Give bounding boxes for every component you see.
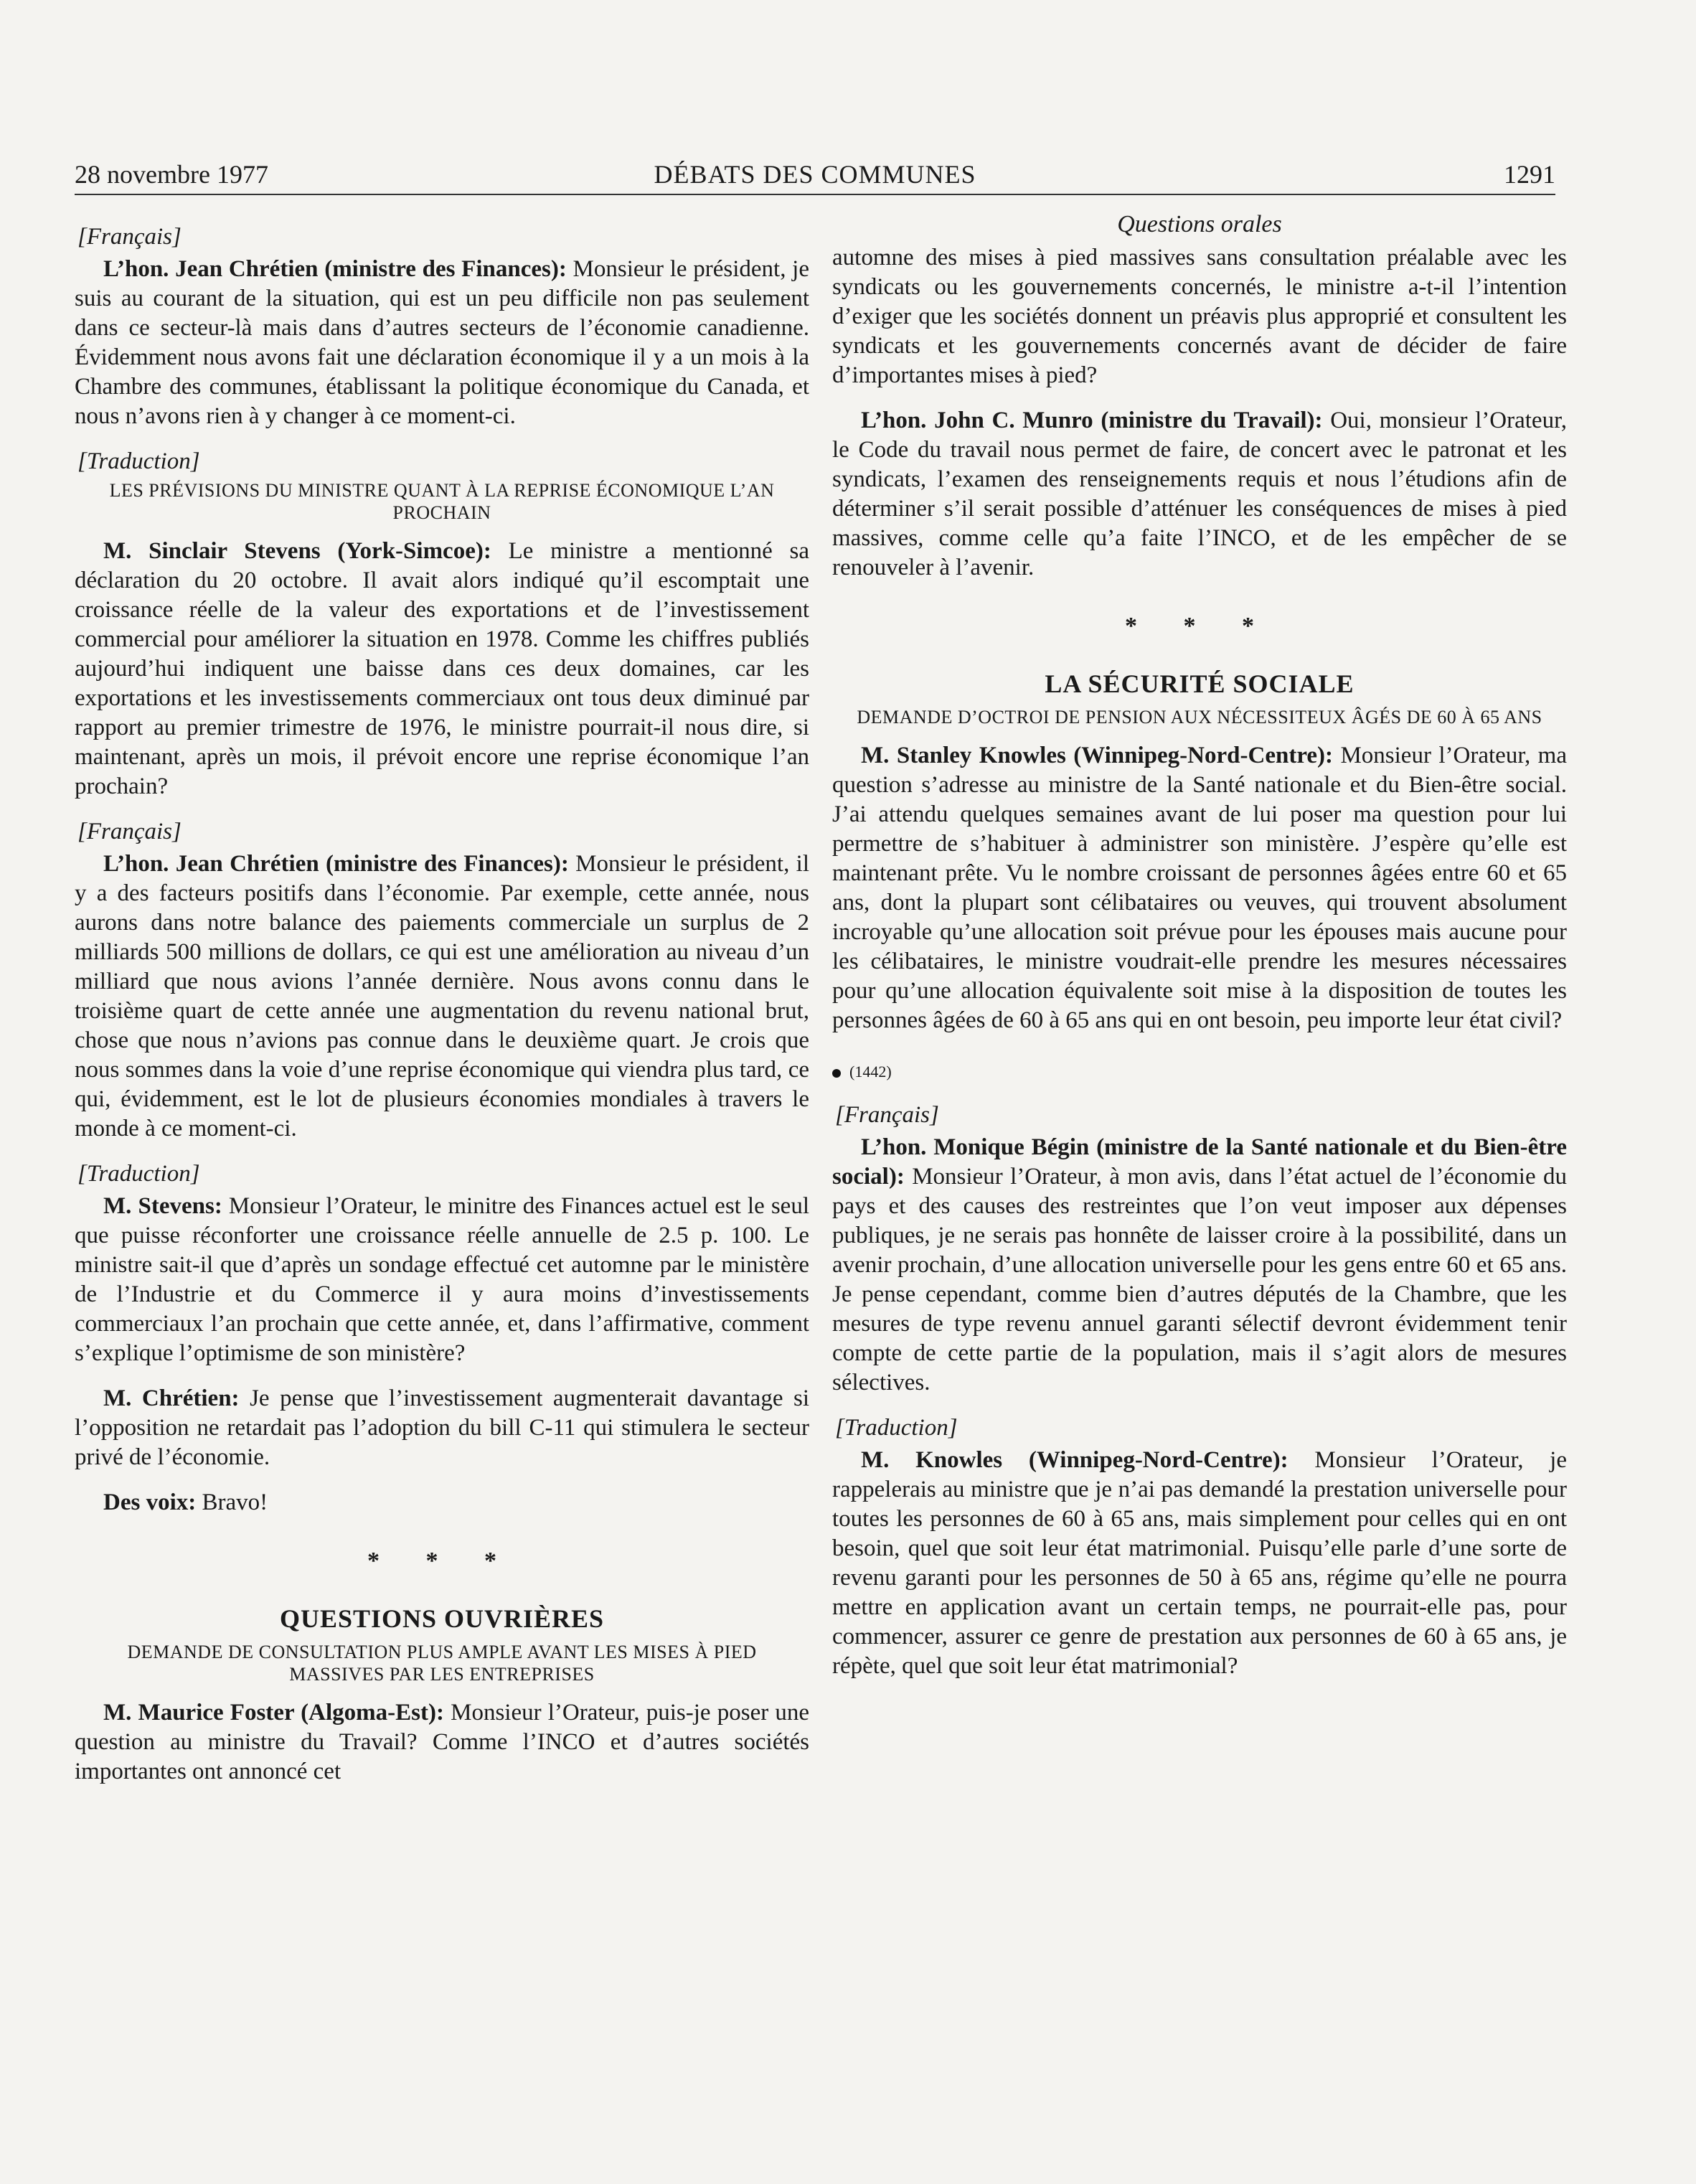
speaker-name: Des voix: — [103, 1489, 197, 1515]
speech-paragraph — [832, 741, 1567, 1035]
speech-paragraph — [75, 849, 809, 1144]
speaker-name: M. Stanley Knowles (Winnipeg-Nord-Centre): — [861, 743, 1333, 768]
time-marker-text: (1442) — [849, 1063, 892, 1081]
left-column — [75, 210, 809, 1802]
language-note: [Français] — [77, 819, 182, 844]
speech-text: Monsieur l’Orateur, puis-je poser une question au ministre du Travail? Comme l’INCO et d’autres sociétés importantes ont annoncé cet — [75, 1700, 810, 1784]
speech-paragraph — [75, 537, 809, 801]
running-head: Questions orales — [1117, 211, 1282, 237]
language-note: [Traduction] — [835, 1415, 958, 1441]
section-separator: * * * — [367, 1548, 517, 1574]
speaker-name: M. Stevens: — [103, 1193, 222, 1219]
speech-paragraph — [75, 1384, 809, 1472]
speech-text: Le ministre a mentionné sa déclaration du 20 octobre. Il avait alors indiqué qu’il escomptait une croissance réelle de la valeur des exportations et de l’investissement commercial pour améliorer la situation en 1978. Comme les chiffres publiés aujourd’hui indiquent une baisse dans ces deux domaines, car les exportations et les investissements commerciaux ont tous deux diminué par rapport au premier trimestre de 1976, le ministre pourrait-il nous dire, si maintenant, après un mois, il prévoit encore une reprise économique l’an prochain? — [75, 538, 809, 799]
speech-paragraph — [832, 406, 1567, 583]
page-number: 1291 — [1504, 160, 1555, 189]
speech-paragraph — [75, 255, 809, 431]
speaker-name: M. Maurice Foster (Algoma-Est): — [103, 1700, 444, 1726]
speech-text: Monsieur l’Orateur, je rappelerais au ministre que je n’ai pas demandé la prestation universelle pour toutes les personnes de 60 à 65 ans, mais simplement pour celles qui en ont besoin, quel que soit leur état matrimonial. Puisqu’elle parle d’une sorte de revenu garanti pour les personnes de 50 à 65 ans, régime qu’elle ne pourra mettre en application avant un certain temps, ne pourrait-elle pas, pour commencer, assurer ce genre de prestation aux personnes de 60 à 65 ans, je répète, quel que soit leur état matrimonial? — [832, 1447, 1567, 1679]
speech-text: Monsieur le président, il y a des facteurs positifs dans l’économie. Par exemple, cette année, nous aurons dans notre balance des paiements commerciale un surplus de 2 milliards 500 millions de dollars, ce qui est une amélioration au niveau d’un milliard que nous avions l’année dernière. Nous avons connu dans le troisième quart de cette année une augmentation du revenu national brut, chose que nous n’avions pas connue dans le deuxième quart. Je crois que nous sommes dans la voie d’une reprise économique qui viendra plus tard, ce qui, évidemment, est le lot de plusieurs économies mondiales à travers le monde à ce moment-ci. — [75, 851, 809, 1142]
speech-text: Je pense que l’investissement augmenterait davantage si l’opposition ne retardait pas l’adoption du bill C-11 qui stimulera le secteur privé de l’économie. — [75, 1385, 809, 1470]
header-title: DÉBATS DES COMMUNES — [654, 160, 976, 189]
speech-text: Oui, monsieur l’Orateur, le Code du travail nous permet de faire, de concert avec le patronat et les syndicats, l’examen des renseignements requis et nous l’étudions afin de déterminer s’il serait possible d’atténuer les conséquences de mises à pied massives, comme celle qu’a faite l’INCO, et de les empêcher de se renouveler à l’avenir. — [832, 408, 1567, 580]
speaker-name: M. Chrétien: — [103, 1385, 240, 1411]
section-heading: QUESTIONS OUVRIÈRES — [279, 1604, 605, 1633]
speaker-name: L’hon. Jean Chrétien (ministre des Finances): — [103, 851, 569, 877]
speech-paragraph — [75, 1698, 809, 1787]
speech-text: Monsieur l’Orateur, le minitre des Finances actuel est le seul que puisse réconforter une croissance réelle annuelle de 2.5 p. 100. Le ministre sait-il que d’après un sondage effectué cet automne par le ministère de l’Industrie et du Commerce il y aura moins d’investissements commerciaux l’an prochain que cette année, et, dans l’affirmative, comment s’explique l’optimisme de son ministère? — [75, 1193, 809, 1366]
subheading: DEMANDE D’OCTROI DE PENSION AUX NÉCESSITEUX ÂGÉS DE 60 À 65 ANS — [857, 707, 1542, 728]
speech-paragraph — [832, 243, 1567, 390]
speech-paragraph — [75, 1488, 809, 1517]
language-note: [Traduction] — [77, 1161, 200, 1187]
speech-text: Monsieur l’Orateur, ma question s’adresse au ministre de la Santé nationale et du Bien-être social. J’ai attendu quelques semaines avant de lui poser ma question pour lui permettre de s’habituer à administrer son ministère. J’espère qu’elle est maintenant prête. Vu le nombre croissant de personnes âgées entre 60 et 65 ans, dont la plupart sont célibataires ou veuves, qui trouvent absolument incroyable qu’une allocation soit prévue pour les épouses mais aucune pour les célibataires, le ministre voudrait-elle prendre les mesures nécessaires pour qu’une allocation équivalente soit mise à la disposition de toutes les personnes âgées de 60 à 65 ans qui en ont besoin, peu importe leur état civil? — [832, 743, 1567, 1033]
speaker-name: M. Sinclair Stevens (York-Simcoe): — [103, 538, 491, 564]
speech-paragraph — [832, 1446, 1567, 1681]
speaker-name: L’hon. Monique Bégin (ministre de la Santé nationale et du Bien-être social): — [832, 1134, 1567, 1190]
section-heading: LA SÉCURITÉ SOCIALE — [1045, 669, 1355, 698]
right-column — [832, 210, 1567, 1697]
speaker-name: L’hon. John C. Munro (ministre du Travail): — [861, 408, 1323, 433]
speech-paragraph — [832, 1133, 1567, 1398]
bullet-icon — [832, 1069, 841, 1078]
speaker-name: M. Knowles (Winnipeg-Nord-Centre): — [861, 1447, 1289, 1473]
speech-text: Monsieur le président, je suis au courant de la situation, qui est un peu difficile non pas seulement dans ce secteur-là mais dans d’autres secteurs de l’économie canadienne. Évidemment nous avons fait une déclaration économique il y a un mois à la Chambre des communes, établissant la politique économique du Canada, et nous n’avons rien à y changer à ce moment-ci. — [75, 256, 809, 429]
header-date: 28 novembre 1977 — [75, 160, 268, 189]
speech-paragraph — [75, 1192, 809, 1368]
speech-text: Monsieur l’Orateur, à mon avis, dans l’état actuel de l’économie du pays et des causes des restreintes que l’on veut imposer aux dépenses publiques, je ne serais pas honnête de laisser croire à la possibilité, dans un avenir prochain, d’une allocation universelle pour les gens entre 60 et 65 ans. Je pense cependant, comme bien d’autres députés de la Chambre, que les mesures de type revenu annuel garanti sélectif devront évidemment tenir compte de cette partie de la population, mais il s’agit alors de mesures sélectives. — [832, 1164, 1567, 1395]
section-separator: * * * — [1125, 613, 1274, 639]
speaker-name: L’hon. Jean Chrétien (ministre des Finances): — [103, 256, 567, 282]
time-marker — [832, 1057, 1567, 1086]
language-note: [Français] — [77, 224, 182, 250]
language-note: [Français] — [835, 1102, 939, 1128]
subheading: DEMANDE DE CONSULTATION PLUS AMPLE AVANT LES MISES À PIED MASSIVES PAR LES ENTREPRISES — [127, 1642, 757, 1685]
speech-text: Bravo! — [196, 1489, 268, 1515]
language-note: [Traduction] — [77, 448, 200, 474]
subheading: LES PRÉVISIONS DU MINISTRE QUANT À LA REPRISE ÉCONOMIQUE L’AN PROCHAIN — [109, 480, 775, 523]
page-header — [75, 158, 1555, 195]
speech-text: automne des mises à pied massives sans consultation préalable avec les syndicats ou les gouvernements concernés, le ministre a-t-il l’intention d’exiger que les sociétés donnent un préavis plus approprié et consultent les syndicats et les gouvernements concernés avant de décider de faire d’importantes mises à pied? — [832, 245, 1567, 388]
